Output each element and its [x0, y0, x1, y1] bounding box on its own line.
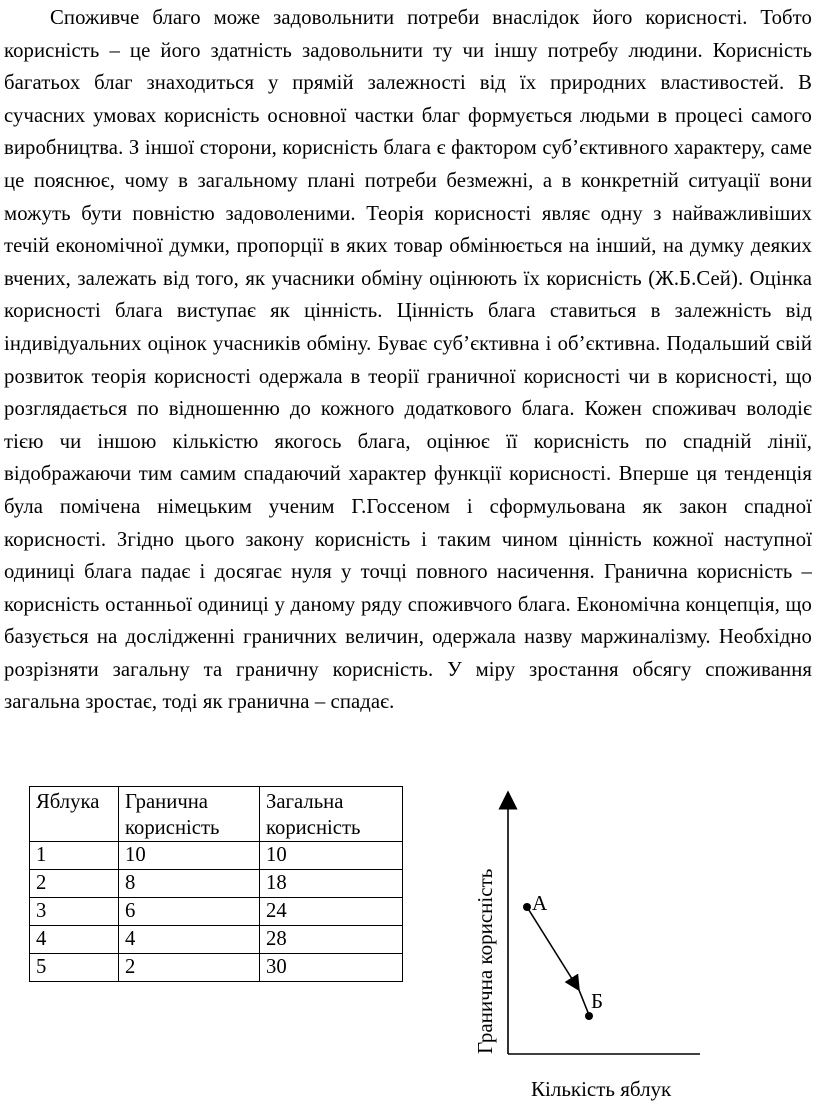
table-cell: 8 [119, 870, 260, 898]
table-row [30, 898, 403, 926]
utility-table [29, 786, 403, 982]
table-cell: 10 [119, 842, 260, 870]
body-paragraph: Споживче благо може задовольнити потреби внаслідок його корисності. Тобто корисність – це його здатність задовольнити ту чи іншу потребу людини. Корисність багатьох благ знаходиться у прямій залежності від їх природних властивостей. В сучасних умовах корисність основної частки благ формується людьми в процесі самого виробництва. З іншої сторони, корисність блага є фактором суб’єктивного характеру, саме це пояснює, чому в загальному плані потреби безмежні, а в конкретній ситуації вони можуть бути повністю задоволеними. Теорія корисності являє одну з найважливіших течій економічної думки, пропорції в яких товар обмінюється на інший, на думку деяких вчених, залежать від того, як учасники обміну оцінюють їх корисність (Ж.Б.Сей). Оцінка корисності блага виступає як цінність. Цінність блага ставиться в залежність від індивідуальних оцінок учасників обміну. Буває суб’єктивна і об’єктивна. Подальший свій розвиток теорія корисності одержала в теорії граничної корисності чи в корисності, що розглядається по відношенню до кожного додаткового блага. Кожен споживач володіє тією чи іншою кількістю якогось блага, оцінює її корисність по спадній лінії, відображаючи тим самим спадаючий характер функції корисності. Вперше ця тенденція була помічена німецьким ученим Г.Госсеном і сформульована як закон спадної корисності. Згідно цього закону корисність і таким чином цінність кожної наступної одиниці блага падає і досягає нуля у точці повного насичення. Гранична корисність – корисність останньої одиниці у даному ряду споживчого блага. Економічна концепція, що базується на дослідженні граничних величин, одержала назву маржиналізму. Необхідно розрізняти загальну та граничну корисність. У міру зростання обсягу споживання загальна зростає, тоді як гранична – спадає. [4, 7, 812, 714]
decrease-segment [579, 990, 589, 1015]
point-a [523, 903, 531, 911]
table-header-row [30, 787, 403, 842]
table-cell: 3 [30, 898, 119, 926]
point-a-label: А [532, 891, 548, 915]
table-cell: 28 [260, 926, 403, 954]
table-cell: 30 [260, 954, 403, 982]
table-row [30, 842, 403, 870]
table-row [30, 954, 403, 982]
column-header-apples: Яблука [30, 787, 119, 842]
column-header-marginal-utility: Гранична корисність [119, 787, 260, 842]
table-cell: 6 [119, 898, 260, 926]
point-b [585, 1012, 593, 1020]
decrease-arrow [527, 907, 579, 990]
table-cell: 4 [30, 926, 119, 954]
table-row [30, 926, 403, 954]
table-cell: 2 [119, 954, 260, 982]
table-cell: 4 [119, 926, 260, 954]
table-cell: 5 [30, 954, 119, 982]
y-axis-label: Гранична корисність [473, 868, 497, 1054]
point-b-label: Б [591, 989, 604, 1013]
x-axis-label: Кількість яблук [531, 1077, 672, 1101]
table-cell: 24 [260, 898, 403, 926]
table-cell: 10 [260, 842, 403, 870]
table-row [30, 870, 403, 898]
column-header-total-utility: Загальна корисність [260, 787, 403, 842]
table-cell: 18 [260, 870, 403, 898]
marginal-utility-chart [460, 790, 710, 1110]
table-cell: 1 [30, 842, 119, 870]
table-cell: 2 [30, 870, 119, 898]
